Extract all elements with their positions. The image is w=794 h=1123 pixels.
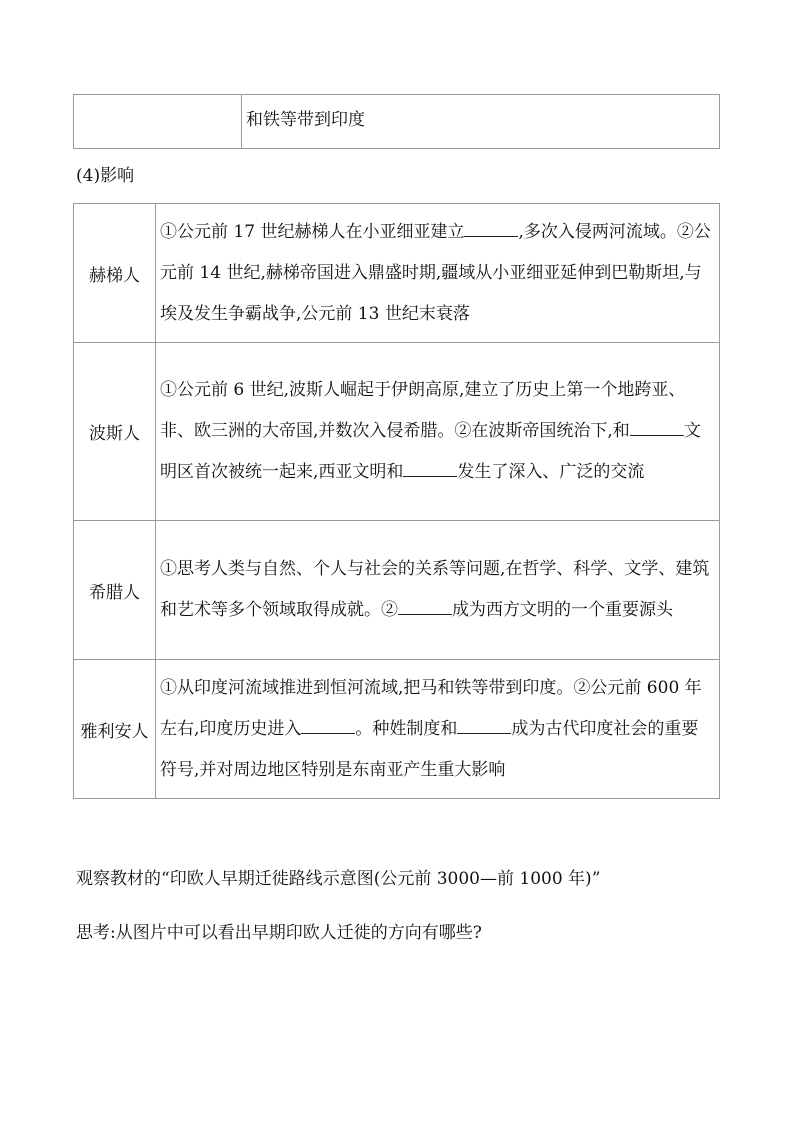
row-label-aryan: 雅利安人 (74, 660, 156, 799)
row-text: 发生了深入、广泛的交流 (457, 462, 645, 482)
row-text: 文明区首次被统一起来,西亚文明和 (160, 421, 701, 482)
table-row (74, 204, 720, 343)
row-label-hittite: 赫梯人 (74, 204, 156, 343)
row-text: ①从印度河流域推进到恒河流域,把马和铁等带到印度。②公元前 600 年左右,印度历史进入 (160, 677, 702, 739)
fill-blank[interactable] (630, 417, 684, 436)
table-row (74, 660, 720, 799)
table-row (74, 343, 720, 521)
fill-blank[interactable] (398, 596, 452, 615)
row-content-persian (156, 343, 720, 521)
think-text: 思考:从图片中可以看出早期印欧人迁徙的方向有哪些? (76, 923, 482, 943)
fill-blank[interactable] (403, 458, 457, 477)
row-content-hittite (156, 204, 720, 343)
row-label-greek: 希腊人 (74, 521, 156, 660)
row-text: ,多次入侵两河流域。②公元前 14 世纪,赫梯帝国进入鼎盛时期,疆域从小亚细亚延伸到巴勒斯坦,与埃及发生争霸战争,公元前 13 世纪末衰落 (160, 221, 711, 324)
top-table-empty-cell (74, 95, 242, 149)
fill-blank[interactable] (457, 715, 511, 734)
row-text: 成为西方文明的一个重要源头 (452, 600, 673, 620)
row-content-aryan (156, 660, 720, 799)
section-heading: (4)影响 (76, 166, 135, 186)
row-text: ①公元前 6 世纪,波斯人崛起于伊朗高原,建立了历史上第一个地跨亚、非、欧三洲的大帝国,并数次入侵希腊。②在波斯帝国统治下,和 (160, 380, 686, 441)
top-row-text: 和铁等带到印度 (246, 110, 365, 130)
observe-text: 观察教材的“印欧人早期迁徙路线示意图(公元前 3000—前 1000 年)” (76, 869, 601, 889)
row-text: ①思考人类与自然、个人与社会的关系等问题,在哲学、科学、文学、建筑和艺术等多个领域取得成就。② (160, 559, 710, 620)
row-text: 。种姓制度和 (355, 718, 458, 739)
row-content-greek (156, 521, 720, 660)
top-table (73, 94, 720, 149)
row-text: 成为古代印度社会的重要符号,并对周边地区特别是东南亚产生重大影响 (160, 718, 699, 780)
table-row (74, 521, 720, 660)
top-table-content-cell (242, 95, 720, 149)
fill-blank[interactable] (301, 715, 355, 734)
top-table-row (74, 95, 720, 149)
influence-table (73, 203, 720, 799)
row-text: ①公元前 17 世纪赫梯人在小亚细亚建立 (160, 221, 465, 242)
row-label-persian: 波斯人 (74, 343, 156, 521)
fill-blank[interactable] (464, 218, 518, 237)
